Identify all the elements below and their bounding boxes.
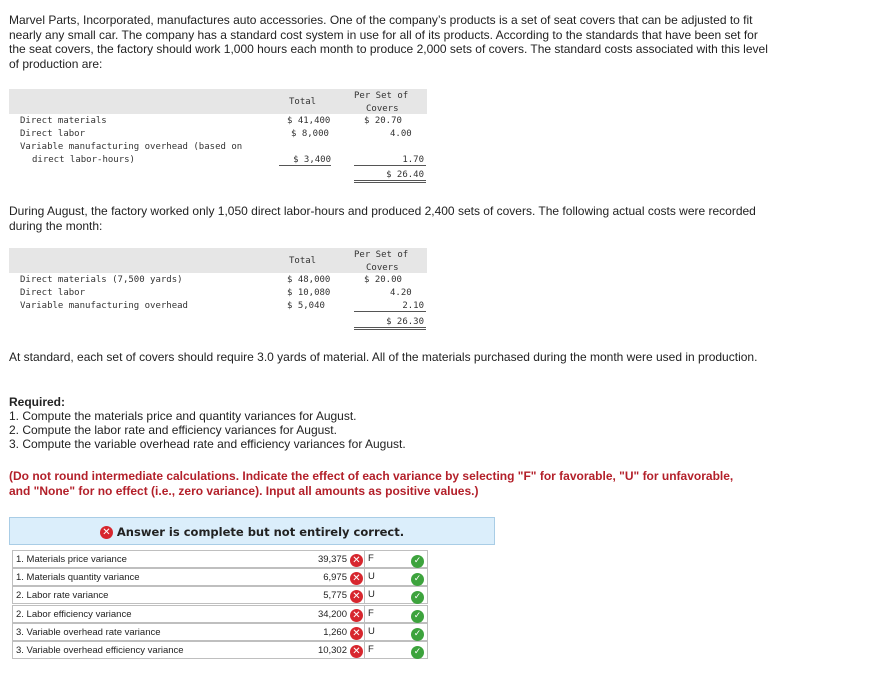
correct-check-icon: ✓	[411, 610, 424, 623]
effect-select[interactable]: U	[364, 624, 382, 640]
row-label: Variable manufacturing overhead	[20, 301, 188, 311]
required-item: 2. Compute the labor rate and efficiency variances for August.	[9, 423, 337, 437]
answer-row	[12, 623, 428, 641]
x-circle-icon: ✕	[100, 526, 113, 539]
effect-select[interactable]: U	[364, 587, 382, 603]
effect-select[interactable]: F	[364, 642, 382, 658]
col-total-header: Total	[289, 97, 317, 107]
variance-label: 3. Variable overhead rate variance	[16, 627, 161, 638]
incorrect-icon: ✕	[350, 645, 363, 658]
effect-select[interactable]: F	[364, 606, 382, 622]
effect-select[interactable]: U	[364, 569, 382, 585]
required-item: 3. Compute the variable overhead rate and efficiency variances for August.	[9, 437, 406, 451]
effect-select[interactable]: F	[364, 551, 382, 567]
variance-label: 3. Variable overhead efficiency variance	[16, 645, 184, 656]
variance-label: 1. Materials quantity variance	[16, 572, 140, 583]
answer-row	[12, 550, 428, 568]
row-total: $ 8,000	[291, 129, 329, 139]
row-per-set: 1.70	[354, 155, 426, 166]
col-per-set-header-1: Per Set of	[354, 250, 409, 260]
row-per-set: 4.20	[390, 288, 412, 298]
actual-cost-table	[9, 248, 427, 338]
required-heading: Required:	[9, 395, 66, 409]
row-label: Direct materials	[20, 116, 107, 126]
answer-row	[12, 586, 428, 604]
row-per-set: $ 20.00	[364, 275, 402, 285]
variance-amount-input[interactable]: 6,975	[323, 572, 347, 583]
incorrect-icon: ✕	[350, 590, 363, 603]
per-set-total: $ 26.30	[354, 317, 426, 330]
required-section	[9, 395, 406, 451]
col-per-set-header-2: Covers	[366, 263, 399, 273]
correct-check-icon: ✓	[411, 646, 424, 659]
answer-row	[12, 641, 428, 659]
instruction-text: (Do not round intermediate calculations. Indicate the effect of each variance by selecting "F" for favorable, "U" for unfavorable, and "None" for no effect (i.e., zero variance). Input all amounts as positive values.)	[9, 469, 734, 498]
col-total-header: Total	[289, 256, 317, 266]
variance-amount-input[interactable]: 5,775	[323, 590, 347, 601]
incorrect-icon: ✕	[350, 554, 363, 567]
row-label-continued: direct labor-hours)	[32, 155, 135, 165]
row-total: $ 41,400	[287, 116, 331, 126]
answer-row	[12, 605, 428, 623]
row-label: Direct materials (7,500 yards)	[20, 275, 183, 285]
standard-cost-table	[9, 89, 427, 184]
row-total: $ 10,080	[287, 288, 331, 298]
row-per-set: 2.10	[354, 301, 426, 312]
problem-intro: Marvel Parts, Incorporated, manufactures auto accessories. One of the company’s products is a set of seat covers that can be adjusted to fit nearly any small car. The company has a standard cost system in use for all of its products. According to the standards that have been set for the seat covers, the factory should work 1,000 hours each month to produce 2,000 sets of covers. The standard costs associated with this level of production are:	[9, 13, 768, 71]
correct-check-icon: ✓	[411, 628, 424, 641]
col-per-set-header-1: Per Set of	[354, 91, 409, 101]
variance-label: 2. Labor efficiency variance	[16, 609, 132, 620]
correct-check-icon: ✓	[411, 555, 424, 568]
row-per-set: 4.00	[390, 129, 412, 139]
variance-label: 2. Labor rate variance	[16, 590, 109, 601]
row-total: $ 48,000	[287, 275, 331, 285]
variance-label: 1. Materials price variance	[16, 554, 127, 565]
incorrect-icon: ✕	[350, 572, 363, 585]
correct-check-icon: ✓	[411, 591, 424, 604]
required-item: 1. Compute the materials price and quantity variances for August.	[9, 409, 357, 423]
per-set-total: $ 26.40	[354, 170, 426, 183]
standard-text: At standard, each set of covers should require 3.0 yards of material. All of the materials purchased during the month were used in production.	[9, 350, 758, 364]
variance-amount-input[interactable]: 39,375	[317, 554, 347, 565]
answer-banner	[9, 517, 495, 545]
variance-amount-input[interactable]: 1,260	[323, 627, 347, 638]
variance-amount-input[interactable]: 34,200	[317, 609, 347, 620]
row-total: $ 3,400	[279, 155, 331, 166]
row-total: $ 5,040	[287, 301, 325, 311]
answer-row	[12, 568, 428, 586]
variance-amount-input[interactable]: 10,302	[317, 645, 347, 656]
row-label: Variable manufacturing overhead (based on	[20, 142, 243, 152]
row-per-set: $ 20.70	[364, 116, 402, 126]
row-label: Direct labor	[20, 129, 86, 139]
correct-check-icon: ✓	[411, 573, 424, 586]
row-label: Direct labor	[20, 288, 86, 298]
incorrect-icon: ✕	[350, 609, 363, 622]
answer-banner-text: Answer is complete but not entirely correct.	[116, 525, 405, 539]
incorrect-icon: ✕	[350, 627, 363, 640]
col-per-set-header-2: Covers	[366, 104, 399, 114]
august-text: During August, the factory worked only 1,050 direct labor-hours and produced 2,400 sets of covers. The following actual costs were recorded during the month:	[9, 204, 756, 233]
